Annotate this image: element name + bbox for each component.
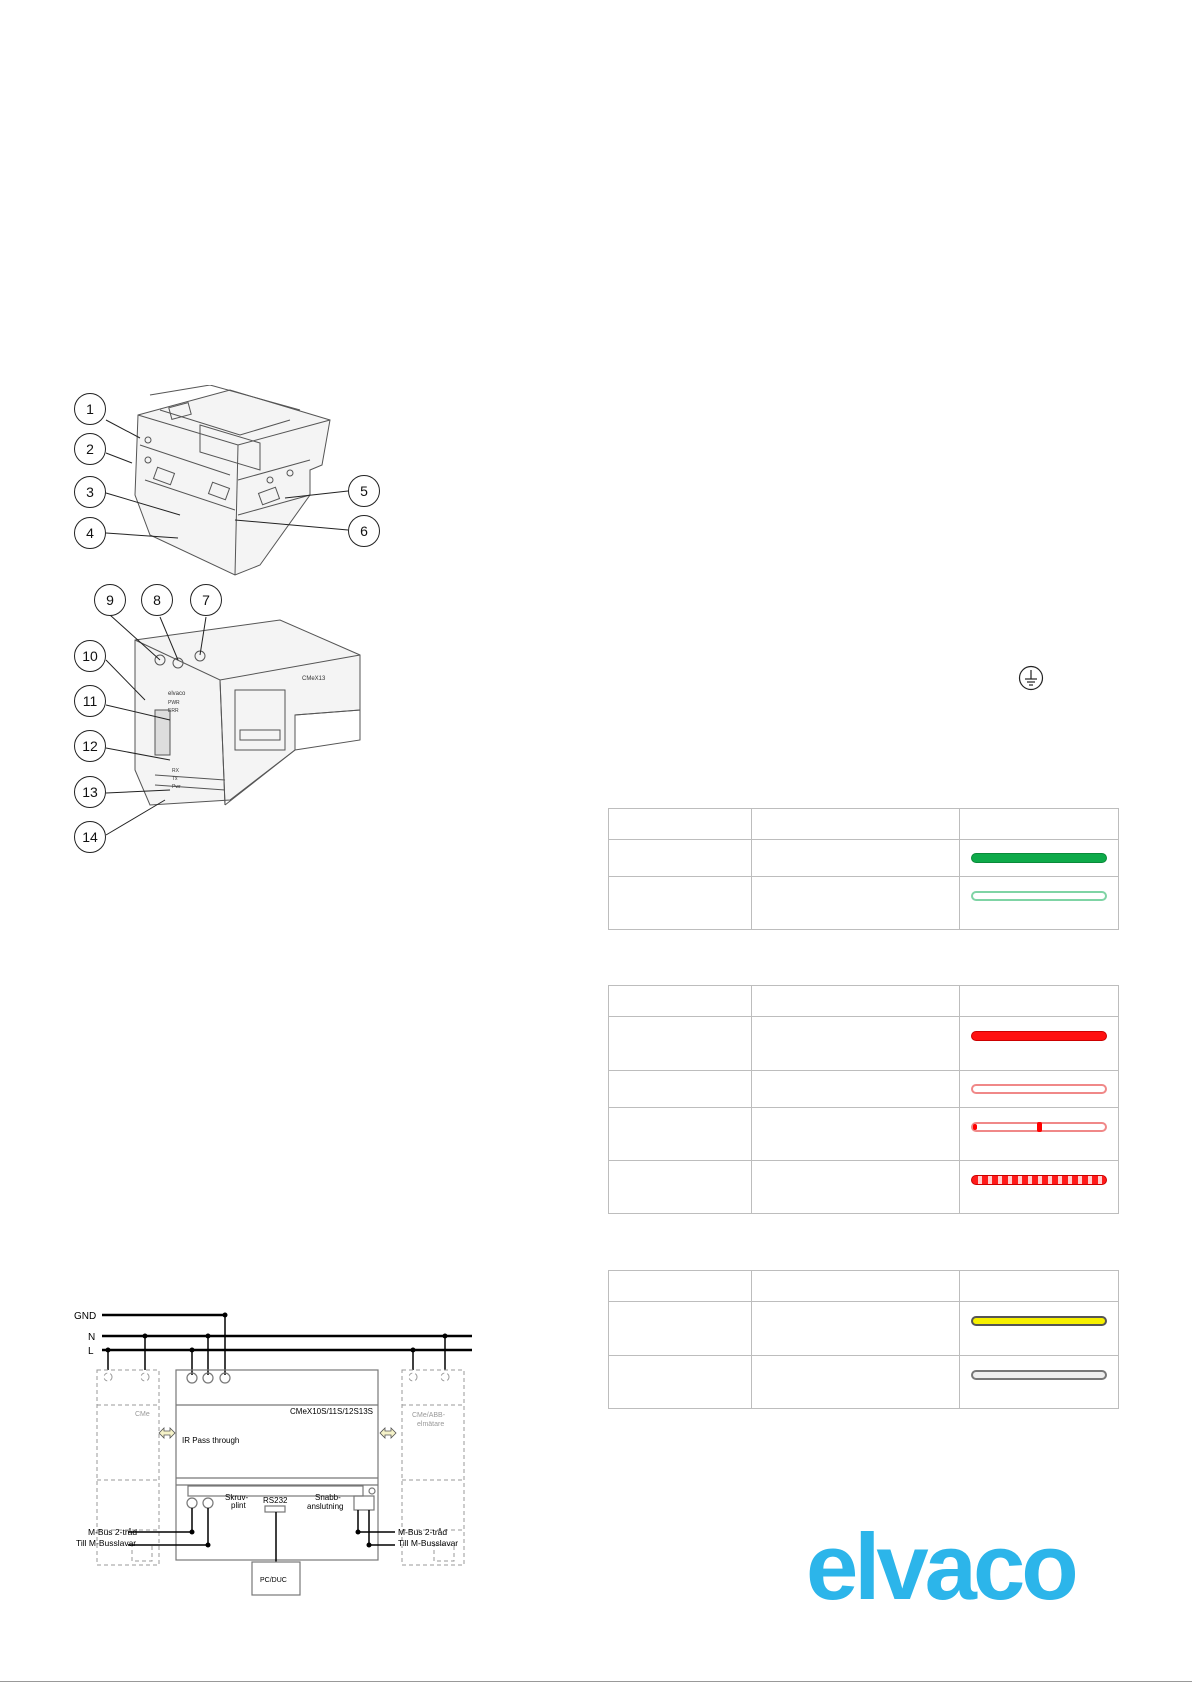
l-label: L xyxy=(88,1346,94,1357)
table-cell xyxy=(752,1017,960,1071)
led-red-blink-bar xyxy=(971,1122,1107,1132)
rs232-label: RS232 xyxy=(263,1496,288,1505)
ir-pass-label: IR Pass through xyxy=(182,1436,240,1445)
table-cell xyxy=(609,1071,752,1108)
callout-1: 1 xyxy=(74,393,106,425)
led-indicator-cell xyxy=(960,1017,1119,1071)
pc-duc-label: PC/DUC xyxy=(260,1577,287,1584)
led-err-label: ERR xyxy=(168,708,179,714)
callout-7: 7 xyxy=(190,584,222,616)
led-red-fast-blink-bar xyxy=(971,1175,1107,1185)
footer-rule xyxy=(0,1681,1192,1682)
callout-2: 2 xyxy=(74,433,106,465)
quick-connect-label-1: Snabb- xyxy=(315,1493,341,1502)
table-cell xyxy=(609,1271,752,1302)
table-cell xyxy=(609,1356,752,1409)
callout-14: 14 xyxy=(74,821,106,853)
device-model-label: CMeX13 xyxy=(302,676,326,682)
table-cell xyxy=(609,1302,752,1356)
table-cell xyxy=(752,986,960,1017)
led-rx-label: RX xyxy=(172,768,179,774)
led-indicator-cell xyxy=(960,1356,1119,1409)
table-cell xyxy=(609,1017,752,1071)
led-red-off-bar xyxy=(971,1084,1107,1094)
left-module-label: CMe xyxy=(135,1411,150,1418)
right-module-label-2: elmätare xyxy=(417,1421,445,1428)
callout-12: 12 xyxy=(74,730,106,762)
right-module-label-1: CMe/ABB- xyxy=(412,1412,446,1419)
callout-13: 13 xyxy=(74,776,106,808)
led-indicator-cell xyxy=(960,1108,1119,1161)
led-indicator-cell xyxy=(960,1161,1119,1214)
table-cell xyxy=(609,1161,752,1214)
screw-terminal-label-1: Skruv- xyxy=(225,1493,249,1502)
led-pwr-label: PWR xyxy=(168,700,180,706)
table-cell xyxy=(752,1071,960,1108)
led-red-solid-bar xyxy=(971,1031,1107,1041)
quick-connect-label-2: anslutning xyxy=(307,1502,344,1511)
elvaco-logo xyxy=(806,1512,1116,1622)
mbus-right-label-2: Till M-Busslavar xyxy=(398,1538,459,1548)
callout-4: 4 xyxy=(74,517,106,549)
mbus-right-label-1: M-Bus 2-tråd xyxy=(398,1527,448,1537)
n-label: N xyxy=(88,1332,96,1343)
table-cell xyxy=(960,986,1119,1017)
wiring-diagram xyxy=(60,1300,480,1605)
led-yellow-bar xyxy=(971,1316,1107,1326)
logo-wordmark: elvaco xyxy=(806,1514,1075,1619)
callout-3: 3 xyxy=(74,476,106,508)
screw-terminal-label-2: plint xyxy=(231,1501,246,1510)
table-cell xyxy=(960,809,1119,840)
callout-9: 9 xyxy=(94,584,126,616)
callout-11: 11 xyxy=(74,685,106,717)
table-cell xyxy=(752,1302,960,1356)
led-green-solid-bar xyxy=(971,853,1107,863)
table-cell xyxy=(609,986,752,1017)
callout-leader-lines xyxy=(0,0,400,860)
table-cell xyxy=(752,809,960,840)
callout-10: 10 xyxy=(74,640,106,672)
table-cell xyxy=(752,877,960,930)
table-cell xyxy=(752,1356,960,1409)
led-tx-label: Tx xyxy=(172,776,178,782)
led-indicator-cell xyxy=(960,840,1119,877)
callout-8: 8 xyxy=(141,584,173,616)
callout-6: 6 xyxy=(348,515,380,547)
led-table-error xyxy=(608,985,1119,1214)
led-indicator-cell xyxy=(960,1302,1119,1356)
table-cell xyxy=(752,1108,960,1161)
gnd-label: GND xyxy=(74,1311,97,1322)
protective-earth-icon xyxy=(1018,665,1044,691)
callout-5: 5 xyxy=(348,475,380,507)
led-gray-bar xyxy=(971,1370,1107,1380)
table-cell xyxy=(752,840,960,877)
led-table-power xyxy=(608,808,1119,930)
table-cell xyxy=(609,1108,752,1161)
table-cell xyxy=(609,877,752,930)
mbus-left-label-2: Till M-Busslavar xyxy=(76,1538,137,1548)
table-cell xyxy=(609,840,752,877)
led-indicator-cell xyxy=(960,1071,1119,1108)
table-cell xyxy=(609,809,752,840)
led-indicator-cell xyxy=(960,877,1119,930)
led-table-status xyxy=(608,1270,1119,1409)
table-cell xyxy=(960,1271,1119,1302)
mbus-left-label-1: M-Bus 2-tråd xyxy=(88,1527,138,1537)
led-pwr2-label: Pwr xyxy=(172,784,181,790)
led-green-off-bar xyxy=(971,891,1107,901)
table-cell xyxy=(752,1271,960,1302)
device-brand-label: elvaco xyxy=(168,691,186,697)
main-device-title: CMeX10S/11S/12S13S xyxy=(290,1407,374,1416)
table-cell xyxy=(752,1161,960,1214)
